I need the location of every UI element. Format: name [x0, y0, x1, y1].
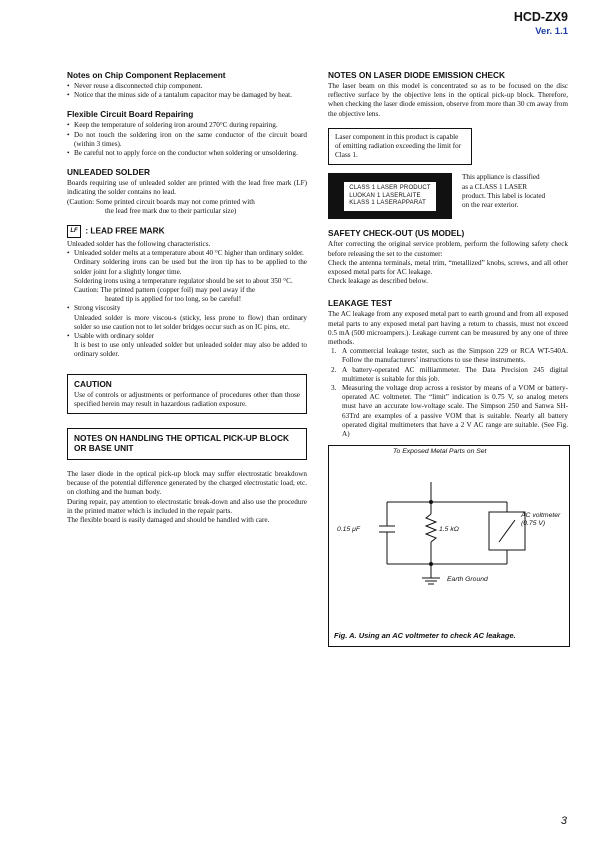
flex-bullet-2: • Do not touch the soldering iron on the same conductor of the circuit board (within 3 times).	[67, 131, 307, 149]
laser-tag-note: This appliance is classified as a CLASS 1 LASER product. This label is located on the rear exterior.	[462, 173, 546, 210]
lead-free-logo-icon: LF	[67, 225, 81, 238]
leakage-circuit-diagram	[329, 446, 569, 646]
chip-title: Notes on Chip Component Replacement	[67, 70, 226, 80]
lf-bullet-1-b: Soldering irons using a temperature regulator should be set to about 350 °C.	[74, 276, 293, 285]
laser-tag-line-2: LUOKAN 1 LASERLAITE	[349, 192, 421, 199]
chip-bullet-1: • Never reuse a disconnected chip component.	[67, 82, 307, 91]
lf-intro: Unleaded solder has the following characteristics.	[67, 240, 211, 249]
lf-heading	[67, 225, 307, 238]
laser-title: NOTES ON LASER DIODE EMISSION CHECK	[328, 70, 506, 80]
safety-p2: Check the antenna terminals, metal trim, “metallized” knobs, screws, and all other exposed metal parts for AC leakage.	[328, 258, 568, 277]
optical-p2: During repair, pay attention to electrostatic break-down and also use the procedure in the printed matter which is included in the repair parts.	[67, 497, 307, 515]
fig-caption: Fig. A. Using an AC voltmeter to check AC leakage.	[334, 631, 516, 641]
lf-bullet-3-a: It is best to use only unleaded solder but unleaded solder may also be added to ordinary solder.	[74, 341, 307, 359]
laser-tag-line-1: CLASS 1 LASER PRODUCT	[349, 185, 431, 192]
flex-bullet-3: • Be careful not to apply force on the conductor when soldering or unsoldering.	[67, 149, 307, 158]
flex-bullet-1: • Keep the temperature of soldering iron around 270°C during repairing.	[67, 121, 307, 130]
lf-bullet-3: • Usable with ordinary solder	[67, 332, 307, 341]
unleaded-caution-2: the lead free mark due to their particular size)	[105, 206, 237, 215]
fig-res-label: 1.5 kΩ	[439, 526, 459, 534]
optical-p1: The laser diode in the optical pick-up block may suffer electrostatic breakdown because of the potential difference generated by the charged electrostatic load, etc. on clothing and the human body.	[67, 470, 307, 497]
leak-title: LEAKAGE TEST	[328, 298, 393, 309]
caution-box	[67, 374, 307, 414]
model-name: HCD-ZX9	[513, 10, 568, 24]
laser-boxed-text: Laser component in this product is capable of emitting radiation exceeding the limit for Class 1.	[335, 132, 462, 160]
unleaded-caution-1: (Caution: Some printed circuit boards may not come printed with	[67, 197, 255, 206]
unleaded-title: UNLEADED SOLDER	[67, 167, 150, 178]
figure-a	[328, 445, 570, 647]
leak-p1: The AC leakage from any exposed metal part to earth ground and from all exposed metal parts to any exposed metal part having a return to chassis, must not exceed 0.5 mA (500 microampers.). Leakage current can be measured by any one of three methods.	[328, 310, 568, 347]
page-number: 3	[560, 815, 567, 827]
laser-tag-line-3: KLASS 1 LASERAPPARAT	[349, 200, 427, 207]
leak-item-2: 2. A battery-operated AC milliammeter. The Data Precision 245 digital multimeter is suitable for this job.	[331, 365, 568, 383]
laser-body: The laser beam on this model is concentrated so as to be focused on the disc reflective surface by the objective lens in the optical pick-up block. Therefore, when checking the laser diode emission, observe from more than 30 cm away from the objective lens.	[328, 82, 568, 118]
caution-title: CAUTION	[74, 378, 112, 389]
fig-top-label: To Exposed Metal Parts on Set	[393, 448, 487, 456]
lf-bullet-1-d: heated tip is applied for too long, so be careful!	[105, 295, 242, 304]
lf-bullet-2: • Strong viscosity	[67, 304, 307, 313]
lf-bullet-1-c: Caution: The printed pattern (copper foil) may peel away if the	[74, 286, 256, 295]
safety-p3: Check leakage as described below.	[328, 277, 428, 286]
caution-body: Use of controls or adjustments or performance of procedures other than those specified herein may result in hazardous radiation exposure.	[74, 390, 300, 408]
leak-item-3: 3. Measuring the voltage drop across a resistor by means of a VOM or battery-operated AC voltmeter. The “limit” indication is 0.75 V, so analog meters must have an accurate low-voltage scale. The Simpson 250 and Sanwa SH-63Trd are examples of a passive VOM that is suitable. Nearly all battery operated digital multimeters that have a 2 V AC range are suitable. (See Fig. A)	[331, 384, 568, 439]
fig-cap-label: 0.15 μF	[337, 526, 360, 534]
lf-bullet-1-a: Ordinary soldering irons can be used but the iron tip has to be applied to the solder joint for a slightly longer time.	[74, 258, 307, 276]
lf-title: : LEAD FREE MARK	[85, 225, 165, 236]
fig-meter-label: AC voltmeter (0.75 V)	[521, 512, 561, 528]
lf-bullet-1: • Unleaded solder melts at a temperature about 40 °C higher than ordinary solder.	[67, 249, 307, 258]
optical-title: NOTES ON HANDLING THE OPTICAL PICK-UP BLOCK OR BASE UNIT	[74, 433, 289, 454]
chip-bullet-2: • Notice that the minus side of a tantalum capacitor may be damaged by heat.	[67, 91, 307, 100]
laser-class-box	[328, 128, 472, 166]
optical-box	[67, 428, 307, 460]
laser-label-row	[328, 173, 568, 219]
right-column	[328, 70, 568, 647]
flex-title: Flexible Circuit Board Repairing	[67, 109, 194, 120]
leak-item-1: 1. A commercial leakage tester, such as the Simpson 229 or RCA WT-540A. Follow the manufacturers’ instructions to use these instruments.	[331, 347, 568, 365]
lf-bullet-2-a: Unleaded solder is more viscou-s (sticky, less prone to flow) than ordinary solder so use caution not to let solder bridges occur such as on IC pins, etc.	[74, 313, 307, 331]
left-column	[67, 70, 307, 525]
unleaded-body: Boards requiring use of unleaded solder are printed with the lead free mark (LF) indicating the solder contains no lead.	[67, 179, 307, 197]
optical-p3: The flexible board is easily damaged and should be handled with care.	[67, 516, 270, 525]
laser-label-image	[328, 173, 452, 219]
version-label: Ver. 1.1	[535, 26, 568, 37]
safety-p1: After correcting the original service problem, perform the following safety check before releasing the set to the customer:	[328, 240, 568, 258]
safety-title: SAFETY CHECK-OUT (US MODEL)	[328, 228, 465, 239]
fig-ground-label: Earth Ground	[447, 576, 488, 584]
